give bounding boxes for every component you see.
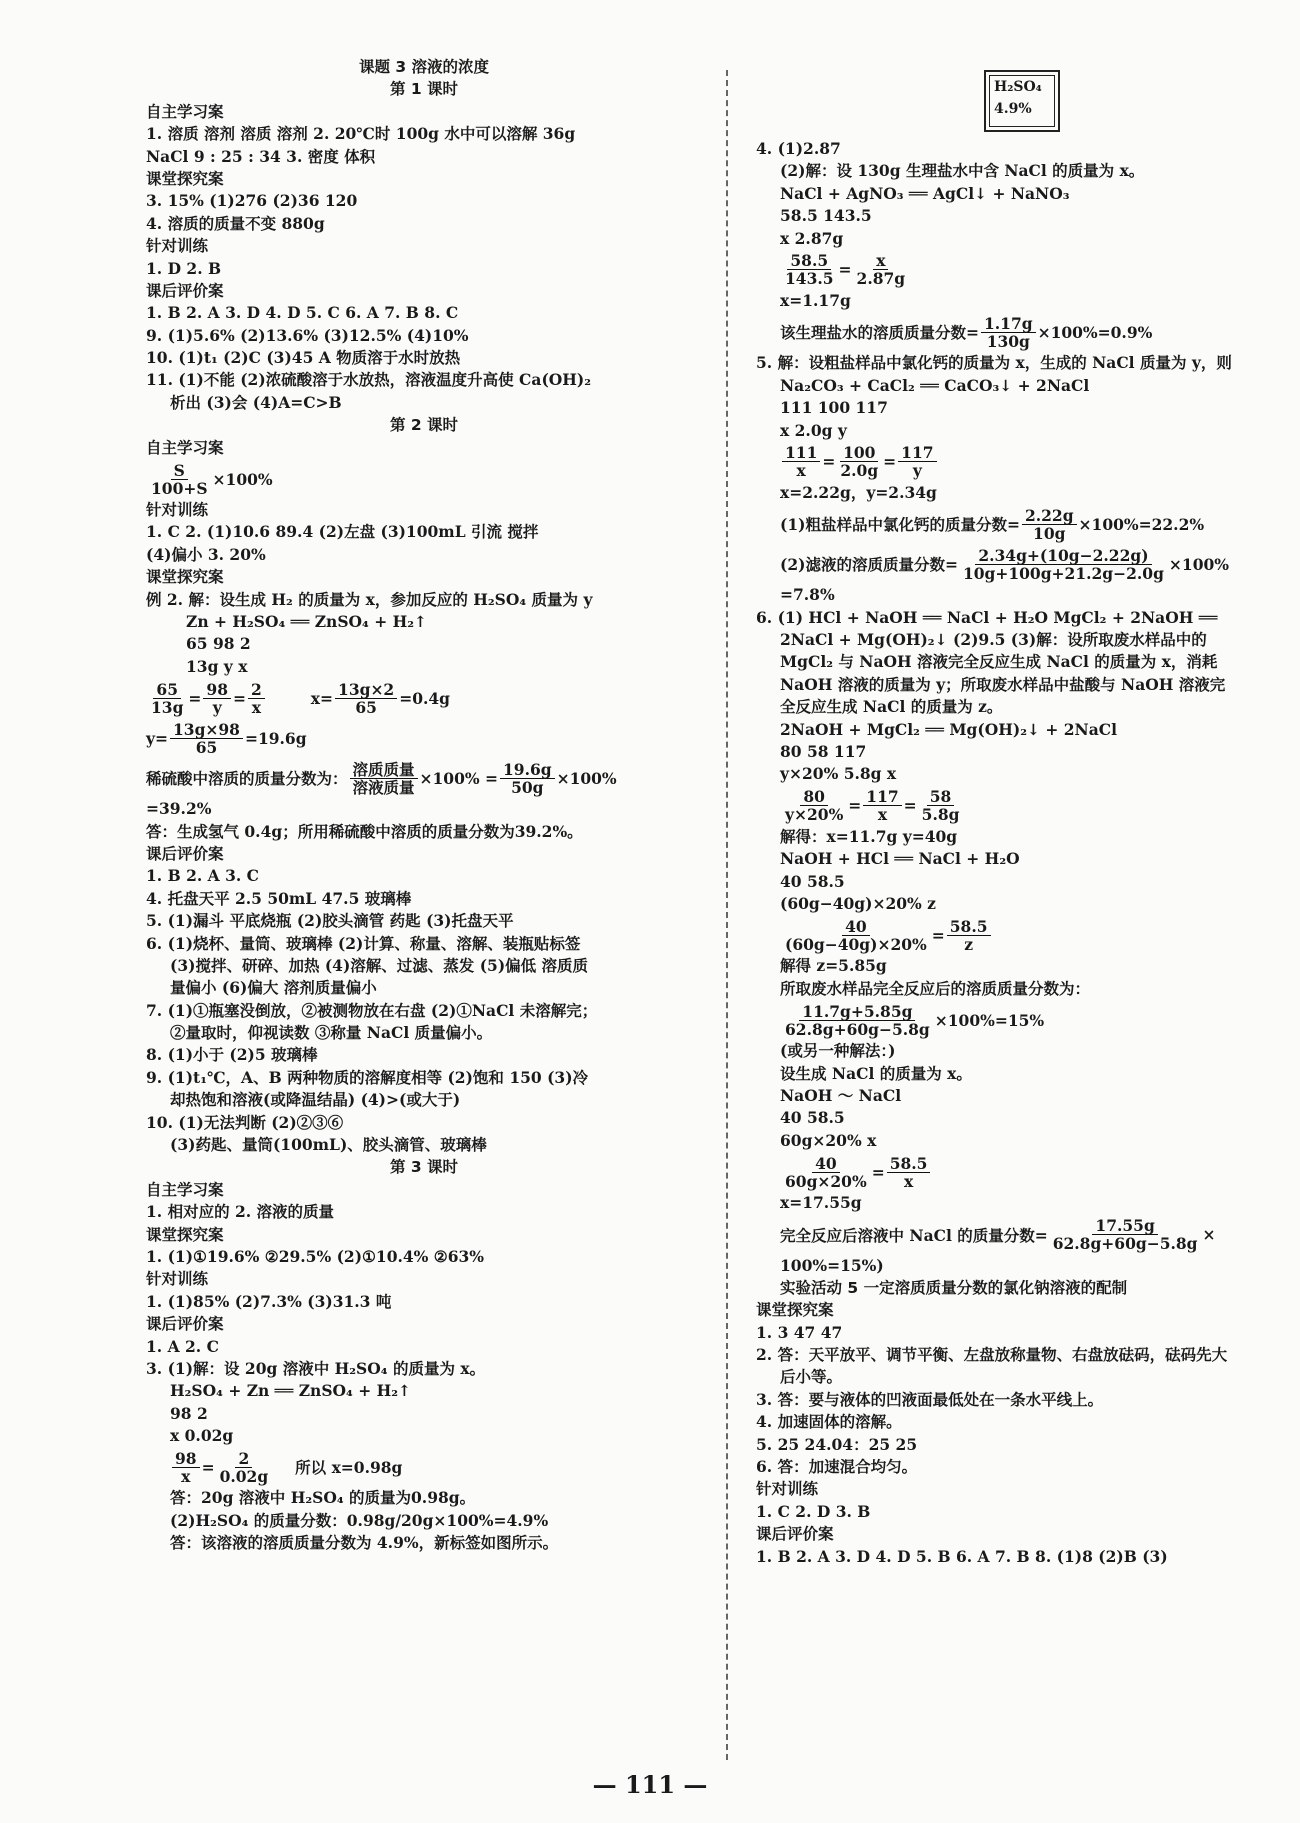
text-line: 1. A 2. C	[146, 1336, 219, 1356]
fraction	[782, 1003, 933, 1038]
page-number: — 111 —	[592, 1770, 708, 1799]
fraction	[782, 444, 820, 479]
denominator: 5.8g	[921, 805, 960, 825]
reagent-label-inner	[989, 75, 1055, 127]
text-line: 10. (1)t₁ (2)C (3)45 A 物质溶于水时放热	[146, 348, 461, 368]
fraction-tail: ×100%	[212, 469, 273, 489]
text-line: 6. (1)烧杯、量筒、玻璃棒 (2)计算、称量、溶解、装瓶贴标签	[146, 933, 581, 953]
right-block-2	[756, 290, 1300, 312]
text-line: 1. D 2. B	[146, 258, 222, 278]
text-line: 100%=15%)	[780, 1255, 884, 1275]
denominator: 100+S	[151, 478, 208, 498]
fraction-tail: ×100%	[1168, 554, 1229, 574]
text-line: 6. (1) HCl + NaOH ══ NaCl + H₂O MgCl₂ + 2NaOH ══	[756, 607, 1218, 627]
section-heading: 实验活动 5 一定溶质质量分数的氯化钠溶液的配制	[780, 1278, 1128, 1297]
section-heading: 课后评价案	[146, 844, 224, 863]
fraction	[248, 681, 265, 716]
text-line: 解得：x=11.7g y=40g	[780, 826, 958, 846]
fraction	[947, 918, 991, 953]
section-heading: 针对训练	[146, 237, 209, 256]
section-heading: 第 3 课时	[389, 1158, 459, 1177]
text-line: 例 2. 解：设生成 H₂ 的质量为 x，参加反应的 H₂SO₄ 质量为 y	[146, 589, 593, 609]
fraction-middle: ×100% =	[419, 768, 498, 788]
section-heading: 课堂探究案	[756, 1301, 834, 1320]
denominator: y	[912, 461, 922, 481]
text-line: 却热饱和溶液(或降温结晶) (4)>(或大于)	[170, 1090, 461, 1110]
text-line: 答：生成氢气 0.4g；所用稀硫酸中溶质的质量分数为39.2%。	[146, 821, 583, 841]
text-line: (2)解：设 130g 生理盐水中含 NaCl 的质量为 x。	[780, 161, 1145, 181]
section-heading: 课后评价案	[146, 281, 224, 300]
text-line: 2NaCl + Mg(OH)₂↓ (2)9.5 (3)解：设所取废水样品中的	[780, 630, 1207, 650]
text-line: (4)偏小 3. 20%	[146, 544, 266, 564]
left-column	[146, 56, 702, 1555]
section-heading: 课后评价案	[756, 1525, 834, 1544]
section-heading: 课堂探究案	[146, 169, 224, 188]
right-block-8	[756, 1040, 1300, 1152]
text-line: 8. (1)小于 (2)5 玻璃棒	[146, 1045, 318, 1065]
formula-final-nacl	[756, 1215, 1300, 1255]
fraction	[981, 315, 1036, 350]
right-block-7	[756, 955, 1300, 1000]
fraction-tail: ×100%=0.9%	[1037, 322, 1153, 342]
right-block-6	[756, 826, 1300, 916]
reagent-label	[984, 70, 1060, 132]
denominator: x	[877, 805, 888, 825]
text-line: 设生成 NaCl 的质量为 x。	[780, 1063, 972, 1083]
text-line: x=17.55g	[780, 1193, 862, 1213]
text-line: 6. 答：加速混合均匀。	[756, 1457, 918, 1477]
numerator: 111	[782, 444, 820, 462]
text-line: (3)药匙、量筒(100mL)、胶头滴管、玻璃棒	[170, 1135, 487, 1155]
denominator: 65	[355, 697, 377, 717]
denominator: x	[903, 1171, 914, 1191]
section-heading: 课堂探究案	[146, 568, 224, 587]
numerator: x	[873, 252, 888, 270]
text-line: (3)搅拌、研碎、加热 (4)溶解、过滤、蒸发 (5)偏低 溶质质	[170, 955, 589, 975]
right-column	[756, 138, 1300, 1568]
denominator: 2.0g	[840, 461, 879, 481]
formula-waste-water	[756, 1000, 1300, 1040]
text-line: 2NaOH + MgCl₂ ══ Mg(OH)₂↓ + 2NaCl	[780, 719, 1117, 739]
text-line: 答：该溶液的溶质质量分数为 4.9%，新标签如图所示。	[170, 1533, 559, 1553]
numerator: 117	[863, 788, 901, 806]
text-line: 1. (1)①19.6% ②29.5% (2)①10.4% ②63%	[146, 1246, 484, 1266]
formula-98-ratio: $\frac{98}{x}$ = $\frac{2}{0.02g}$ 所以 x=0.98g	[146, 1447, 702, 1487]
left-block-2	[146, 499, 702, 678]
numerator: 40	[812, 1155, 840, 1173]
numerator: 58.5	[787, 252, 831, 270]
fraction	[350, 761, 418, 796]
numerator: 65	[153, 681, 181, 699]
numerator: 58.5	[947, 918, 991, 936]
numerator: 11.7g+5.85g	[799, 1003, 915, 1021]
numerator: 溶质质量	[350, 761, 418, 779]
formula-saline	[756, 312, 1300, 352]
text-line: 答：20g 溶液中 H₂SO₄ 的质量为0.98g。	[170, 1488, 476, 1508]
section-heading: 自主学习案	[146, 102, 224, 121]
text-line: 4. (1)2.87	[756, 139, 841, 158]
text-line: 1. C 2. (1)10.6 89.4 (2)左盘 (3)100mL 引流 搅拌	[146, 522, 539, 542]
text-line: 1. (1)85% (2)7.3% (3)31.3 吨	[146, 1291, 392, 1311]
fraction-tail: 所以 x=0.98g	[295, 1458, 403, 1478]
section-heading: 课题 3 溶液的浓度	[358, 58, 490, 76]
text-line: 40 58.5	[780, 1108, 845, 1128]
formula-111-ratio: $\frac{111}{x}$ = $\frac{100}{2.0g}$ = $\frac{117}{y}$	[756, 442, 1300, 482]
fraction	[782, 918, 930, 953]
left-block-3	[146, 798, 702, 1447]
text-line: 量偏小 (6)偏大 溶剂质量偏小	[170, 978, 377, 998]
fraction	[863, 788, 901, 823]
text-line: NaCl 9 : 25 : 34 3. 密度 体积	[146, 146, 376, 166]
fraction	[837, 444, 881, 479]
formula-solubility-fraction	[146, 459, 702, 499]
section-heading: 课后评价案	[146, 1315, 224, 1334]
fraction-prefix: (2)滤液的溶质质量分数=	[780, 555, 958, 575]
numerator: 2	[248, 681, 265, 699]
numerator: 1.17g	[981, 315, 1036, 333]
numerator: 117	[898, 444, 936, 462]
text-line: x=1.17g	[780, 290, 851, 310]
formula-80-ratio: $\frac{80}{y\times 20\%}$ = $\frac{117}{x}$ = $\frac{58}{5.8g}$	[756, 786, 1300, 826]
fraction	[217, 1450, 272, 1485]
right-block-10	[756, 1255, 1300, 1568]
formula-acid-concentration	[146, 758, 702, 798]
text-line: 5. 解：设粗盐样品中氯化钙的质量为 x，生成的 NaCl 质量为 y，则	[756, 353, 1232, 373]
text-line: 后小等。	[780, 1367, 843, 1387]
label-formula: H₂SO₄	[994, 79, 1042, 95]
formula-example-ratio: $\frac{65}{13g}$ = $\frac{98}{y}$ = $\frac{2}{x}$ x= $\frac{13g\times 2}{65}$ =0.4g	[146, 678, 702, 718]
denominator: 0.02g	[219, 1466, 269, 1486]
text-line: 1. B 2. A 3. C	[146, 866, 259, 886]
fraction-prefix: 该生理盐水的溶质质量分数=	[780, 323, 979, 343]
numerator: 19.6g	[500, 761, 555, 779]
text-line: 5. (1)漏斗 平底烧瓶 (2)胶头滴管 药匙 (3)托盘天平	[146, 911, 514, 931]
fraction	[898, 444, 936, 479]
text-line: x 2.87g	[780, 228, 844, 248]
text-line: 全反应生成 NaCl 的质量为 z。	[780, 697, 1003, 717]
denominator: 62.8g+60g−5.8g	[1052, 1234, 1198, 1253]
right-block-3	[756, 352, 1300, 442]
fraction	[170, 721, 243, 756]
numerator: 13g×2	[335, 681, 397, 699]
text-line: (或另一种解法：)	[780, 1041, 896, 1061]
text-line: =7.8%	[780, 585, 835, 605]
numerator: 13g×98	[170, 721, 243, 739]
fraction	[500, 761, 555, 796]
text-line: NaOH ～ NaCl	[780, 1085, 902, 1105]
denominator: 60g×20%	[785, 1171, 867, 1191]
text-line: 11. (1)不能 (2)浓硫酸溶于水放热，溶液温度升高使 Ca(OH)₂	[146, 370, 592, 390]
numerator: 98	[172, 1450, 200, 1468]
text-line: 7. (1)①瓶塞没倒放，②被测物放在右盘 (2)①NaCl 未溶解完；	[146, 1000, 598, 1020]
text-line: 3. 15% (1)276 (2)36 120	[146, 191, 358, 211]
section-heading: 自主学习案	[146, 438, 224, 457]
fraction	[148, 681, 186, 716]
numerator: 80	[800, 788, 828, 806]
denominator: x	[181, 1466, 191, 1486]
text-line: MgCl₂ 与 NaOH 溶液完全反应生成 NaCl 的质量为 x，消耗	[780, 652, 1218, 672]
section-heading: 针对训练	[756, 1480, 819, 1499]
text-line: 65 98 2	[186, 634, 251, 654]
text-line: Na₂CO₃ + CaCl₂ ══ CaCO₃↓ + 2NaCl	[780, 375, 1090, 395]
text-line: 3. 答：要与液体的凹液面最低处在一条水平线上。	[756, 1389, 1104, 1409]
formula-alt-ratio: $\frac{40}{60g\times 20\%}$ = $\frac{58.5}{x}$	[756, 1152, 1300, 1192]
text-line: 10. (1)无法判断 (2)②③⑥	[146, 1112, 344, 1132]
numerator: 58.5	[887, 1155, 931, 1173]
denominator: 65	[195, 737, 218, 757]
text-line: 60g×20% x	[780, 1130, 877, 1150]
text-line: 4. 溶质的质量不变 880g	[146, 213, 325, 233]
fraction-tail: =0.4g	[399, 688, 451, 708]
text-line: 80 58 117	[780, 742, 867, 762]
section-heading: 针对训练	[146, 1270, 209, 1289]
denominator: 溶液质量	[352, 777, 415, 797]
text-line: NaCl + AgNO₃ ══ AgCl↓ + NaNO₃	[780, 183, 1070, 203]
fraction	[887, 1155, 931, 1190]
denominator: y×20%	[785, 805, 844, 825]
denominator: 13g	[151, 697, 184, 717]
denominator: x	[251, 697, 262, 717]
formula-585-ratio: $\frac{58.5}{143.5}$ = $\frac{x}{2.87g}$	[756, 250, 1300, 290]
numerator: 100	[840, 444, 878, 462]
text-line: 1. B 2. A 3. D 4. D 5. C 6. A 7. B 8. C	[146, 303, 459, 323]
fraction	[854, 252, 909, 287]
right-block-1	[756, 138, 1300, 250]
formula-40-ratio: $\frac{40}{(60g-40g)\times 20\%}$ = $\frac{58.5}{z}$	[756, 915, 1300, 955]
fraction	[960, 547, 1167, 582]
text-line: 9. (1)t₁℃，A、B 两种物质的溶解度相等 (2)饱和 150 (3)冷	[146, 1067, 589, 1087]
right-block-9	[756, 1192, 1300, 1214]
section-heading: 课堂探究案	[146, 1225, 224, 1244]
text-line: 所取废水样品完全反应后的溶质质量分数为：	[780, 978, 1091, 998]
text-line: 析出 (3)会 (4)A=C>B	[170, 392, 342, 412]
fraction	[782, 252, 837, 287]
formula-y-value: y= $\frac{13g\times 98}{65}$ =19.6g	[146, 719, 307, 757]
fraction-tail: =19.6g	[244, 728, 307, 748]
text-line: 4. 加速固体的溶解。	[756, 1412, 902, 1432]
numerator: 17.55g	[1092, 1217, 1157, 1235]
section-heading: 针对训练	[146, 501, 209, 520]
text-line: 1. 3 47 47	[756, 1322, 843, 1342]
label-percent: 4.9%	[994, 101, 1032, 117]
numerator: 2	[235, 1450, 252, 1468]
text-line: NaOH 溶液的质量为 y；所取废水样品中盐酸与 NaOH 溶液完	[780, 674, 1226, 694]
fraction-tail: ×100%=15%	[934, 1010, 1045, 1030]
numerator: 2.34g+(10g−2.22g)	[975, 547, 1151, 565]
section-heading: 第 1 课时	[389, 80, 459, 99]
formula-cacl2-fraction	[756, 504, 1300, 544]
text-line: 2. 答：天平放平、调节平衡、左盘放称量物、右盘放砝码，砝码先大	[756, 1345, 1228, 1365]
numerator: 58	[927, 788, 955, 806]
formula-filtrate	[756, 544, 1300, 584]
denominator: x	[796, 461, 806, 481]
fraction	[782, 788, 846, 823]
right-block-5	[756, 584, 1300, 786]
denominator: (60g−40g)×20%	[785, 934, 927, 954]
denominator: 62.8g+60g−5.8g	[785, 1019, 930, 1039]
text-line: y×20% 5.8g x	[780, 764, 897, 784]
text-line: 4. 托盘天平 2.5 50mL 47.5 玻璃棒	[146, 888, 412, 908]
text-line: =39.2%	[146, 799, 212, 819]
text-line: ②量取时，仰视读数 ③称量 NaCl 质量偏小。	[170, 1023, 493, 1043]
denominator: 2.87g	[856, 269, 906, 289]
numerator: 98	[203, 681, 231, 699]
denominator: z	[964, 934, 974, 954]
text-line: 9. (1)5.6% (2)13.6% (3)12.5% (4)10%	[146, 325, 469, 345]
text-line: x 2.0g y	[780, 420, 847, 440]
text-line: 1. 溶质 溶剂 溶质 溶剂 2. 20℃时 100g 水中可以溶解 36g	[146, 124, 576, 144]
fraction-prefix: (1)粗盐样品中氯化钙的质量分数=	[780, 515, 1020, 535]
text-line: 1. 相对应的 2. 溶液的质量	[146, 1202, 335, 1222]
denominator: 50g	[511, 777, 544, 797]
denominator: 10g	[1033, 523, 1066, 543]
text-line: 1. B 2. A 3. D 4. D 5. B 6. A 7. B 8. (1)8 (2)B (3)	[756, 1546, 1168, 1566]
text-line: 13g y x	[186, 656, 248, 676]
column-divider	[726, 70, 728, 1760]
text-line: 解得 z=5.85g	[780, 956, 887, 976]
fraction-tail: ×	[1202, 1225, 1216, 1244]
text-line: Zn + H₂SO₄ ══ ZnSO₄ + H₂↑	[186, 611, 428, 631]
fraction	[919, 788, 963, 823]
text-line: H₂SO₄ + Zn ══ ZnSO₄ + H₂↑	[170, 1381, 412, 1401]
right-block-4	[756, 482, 1300, 504]
numerator: S	[171, 462, 188, 480]
fraction	[335, 681, 397, 716]
text-line: x=2.22g，y=2.34g	[780, 482, 937, 502]
text-line: 1. C 2. D 3. B	[756, 1501, 871, 1521]
text-line: 58.5 143.5	[780, 206, 872, 226]
denominator: 130g	[986, 331, 1030, 351]
fraction	[1022, 507, 1077, 542]
denominator: 143.5	[785, 269, 834, 289]
fraction	[203, 681, 231, 716]
section-heading: 自主学习案	[146, 1180, 224, 1199]
fraction-prefix: 完全反应后溶液中 NaCl 的质量分数=	[780, 1225, 1048, 1245]
text-line: 111 100 117	[780, 398, 888, 418]
left-block-1	[146, 56, 702, 459]
text-line: 40 58.5	[780, 871, 845, 891]
fraction-tail: ×100%	[556, 768, 617, 788]
fraction	[782, 1155, 870, 1190]
fraction	[1050, 1217, 1201, 1252]
fraction-tail: ×100%=22.2%	[1078, 514, 1205, 534]
denominator: y	[212, 697, 222, 717]
text-line: 5. 25 24.04：25 25	[756, 1434, 918, 1454]
denominator: 10g+100g+21.2g−2.0g	[962, 563, 1164, 583]
text-line: (60g−40g)×20% z	[780, 893, 936, 913]
text-line: (2)H₂SO₄ 的质量分数：0.98g/20g×100%=4.9%	[170, 1510, 549, 1530]
fraction	[172, 1450, 200, 1485]
text-line: NaOH + HCl ══ NaCl + H₂O	[780, 849, 1020, 869]
numerator: 40	[842, 918, 870, 936]
numerator: 2.22g	[1022, 507, 1077, 525]
fraction	[148, 462, 211, 497]
text-line: 98 2	[170, 1403, 208, 1423]
text-line: 3. (1)解：设 20g 溶液中 H₂SO₄ 的质量为 x。	[146, 1358, 486, 1378]
fraction-prefix: 稀硫酸中溶质的质量分数为：	[146, 769, 348, 789]
left-block-4	[146, 1487, 702, 1554]
section-heading: 第 2 课时	[389, 416, 459, 435]
text-line: x 0.02g	[170, 1426, 234, 1446]
